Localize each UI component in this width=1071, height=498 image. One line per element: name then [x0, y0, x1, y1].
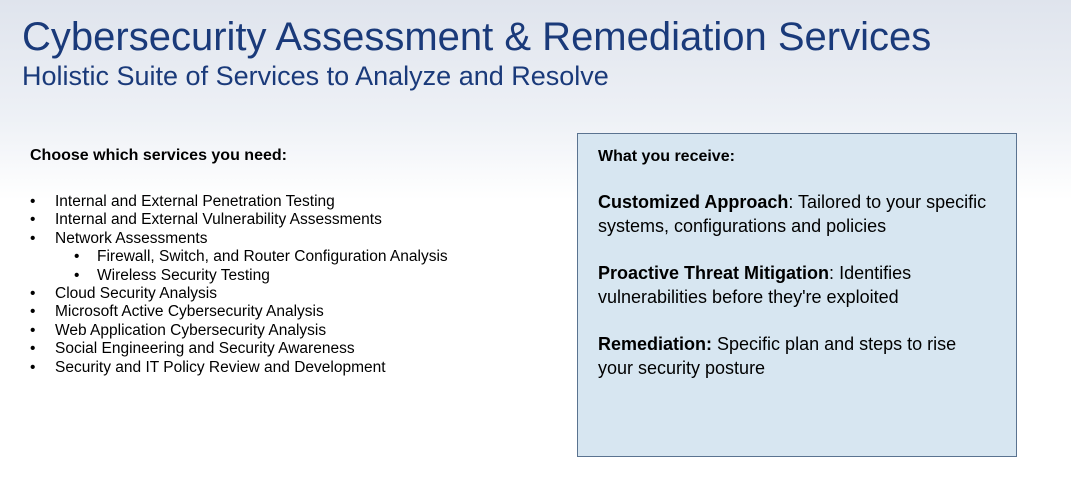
benefit-proactive-threat-mitigation	[598, 262, 996, 309]
receive-heading: What you receive:	[598, 148, 735, 165]
services-heading: Choose which services you need:	[30, 147, 287, 164]
benefit-text: Identifies vulnerabilities before they're exploited	[598, 263, 912, 307]
benefit-title: Customized Approach	[598, 192, 789, 212]
benefit-separator: :	[788, 192, 799, 212]
benefit-separator: :	[829, 263, 840, 283]
benefit-remediation	[598, 333, 996, 380]
benefit-text: Tailored to your specific systems, configurations and policies	[598, 192, 987, 236]
service-item: • Network Assessments	[30, 230, 550, 248]
service-item: • Social Engineering and Security Awareness	[30, 340, 550, 358]
service-item: • Internal and External Penetration Testing	[30, 193, 550, 211]
page-subtitle: Holistic Suite of Services to Analyze and Resolve	[22, 61, 609, 91]
services-list	[30, 193, 550, 377]
benefit-title: Remediation:	[598, 334, 713, 354]
services-panel	[30, 146, 550, 377]
page-title: Cybersecurity Assessment & Remediation Services	[22, 15, 932, 59]
service-subitem: • Firewall, Switch, and Router Configuration Analysis	[30, 248, 477, 266]
benefit-customized-approach	[598, 191, 996, 238]
benefit-title: Proactive Threat Mitigation	[598, 263, 830, 283]
service-item: • Microsoft Active Cybersecurity Analysis	[30, 303, 550, 321]
service-subitem: • Wireless Security Testing	[30, 267, 477, 285]
service-item: • Web Application Cybersecurity Analysis	[30, 322, 550, 340]
service-item: • Security and IT Policy Review and Development	[30, 359, 550, 377]
receive-box	[577, 133, 1017, 457]
benefit-text: Specific plan and steps to rise your security posture	[598, 334, 957, 378]
service-item: • Internal and External Vulnerability Assessments	[30, 211, 550, 229]
service-item: • Cloud Security Analysis	[30, 285, 550, 303]
